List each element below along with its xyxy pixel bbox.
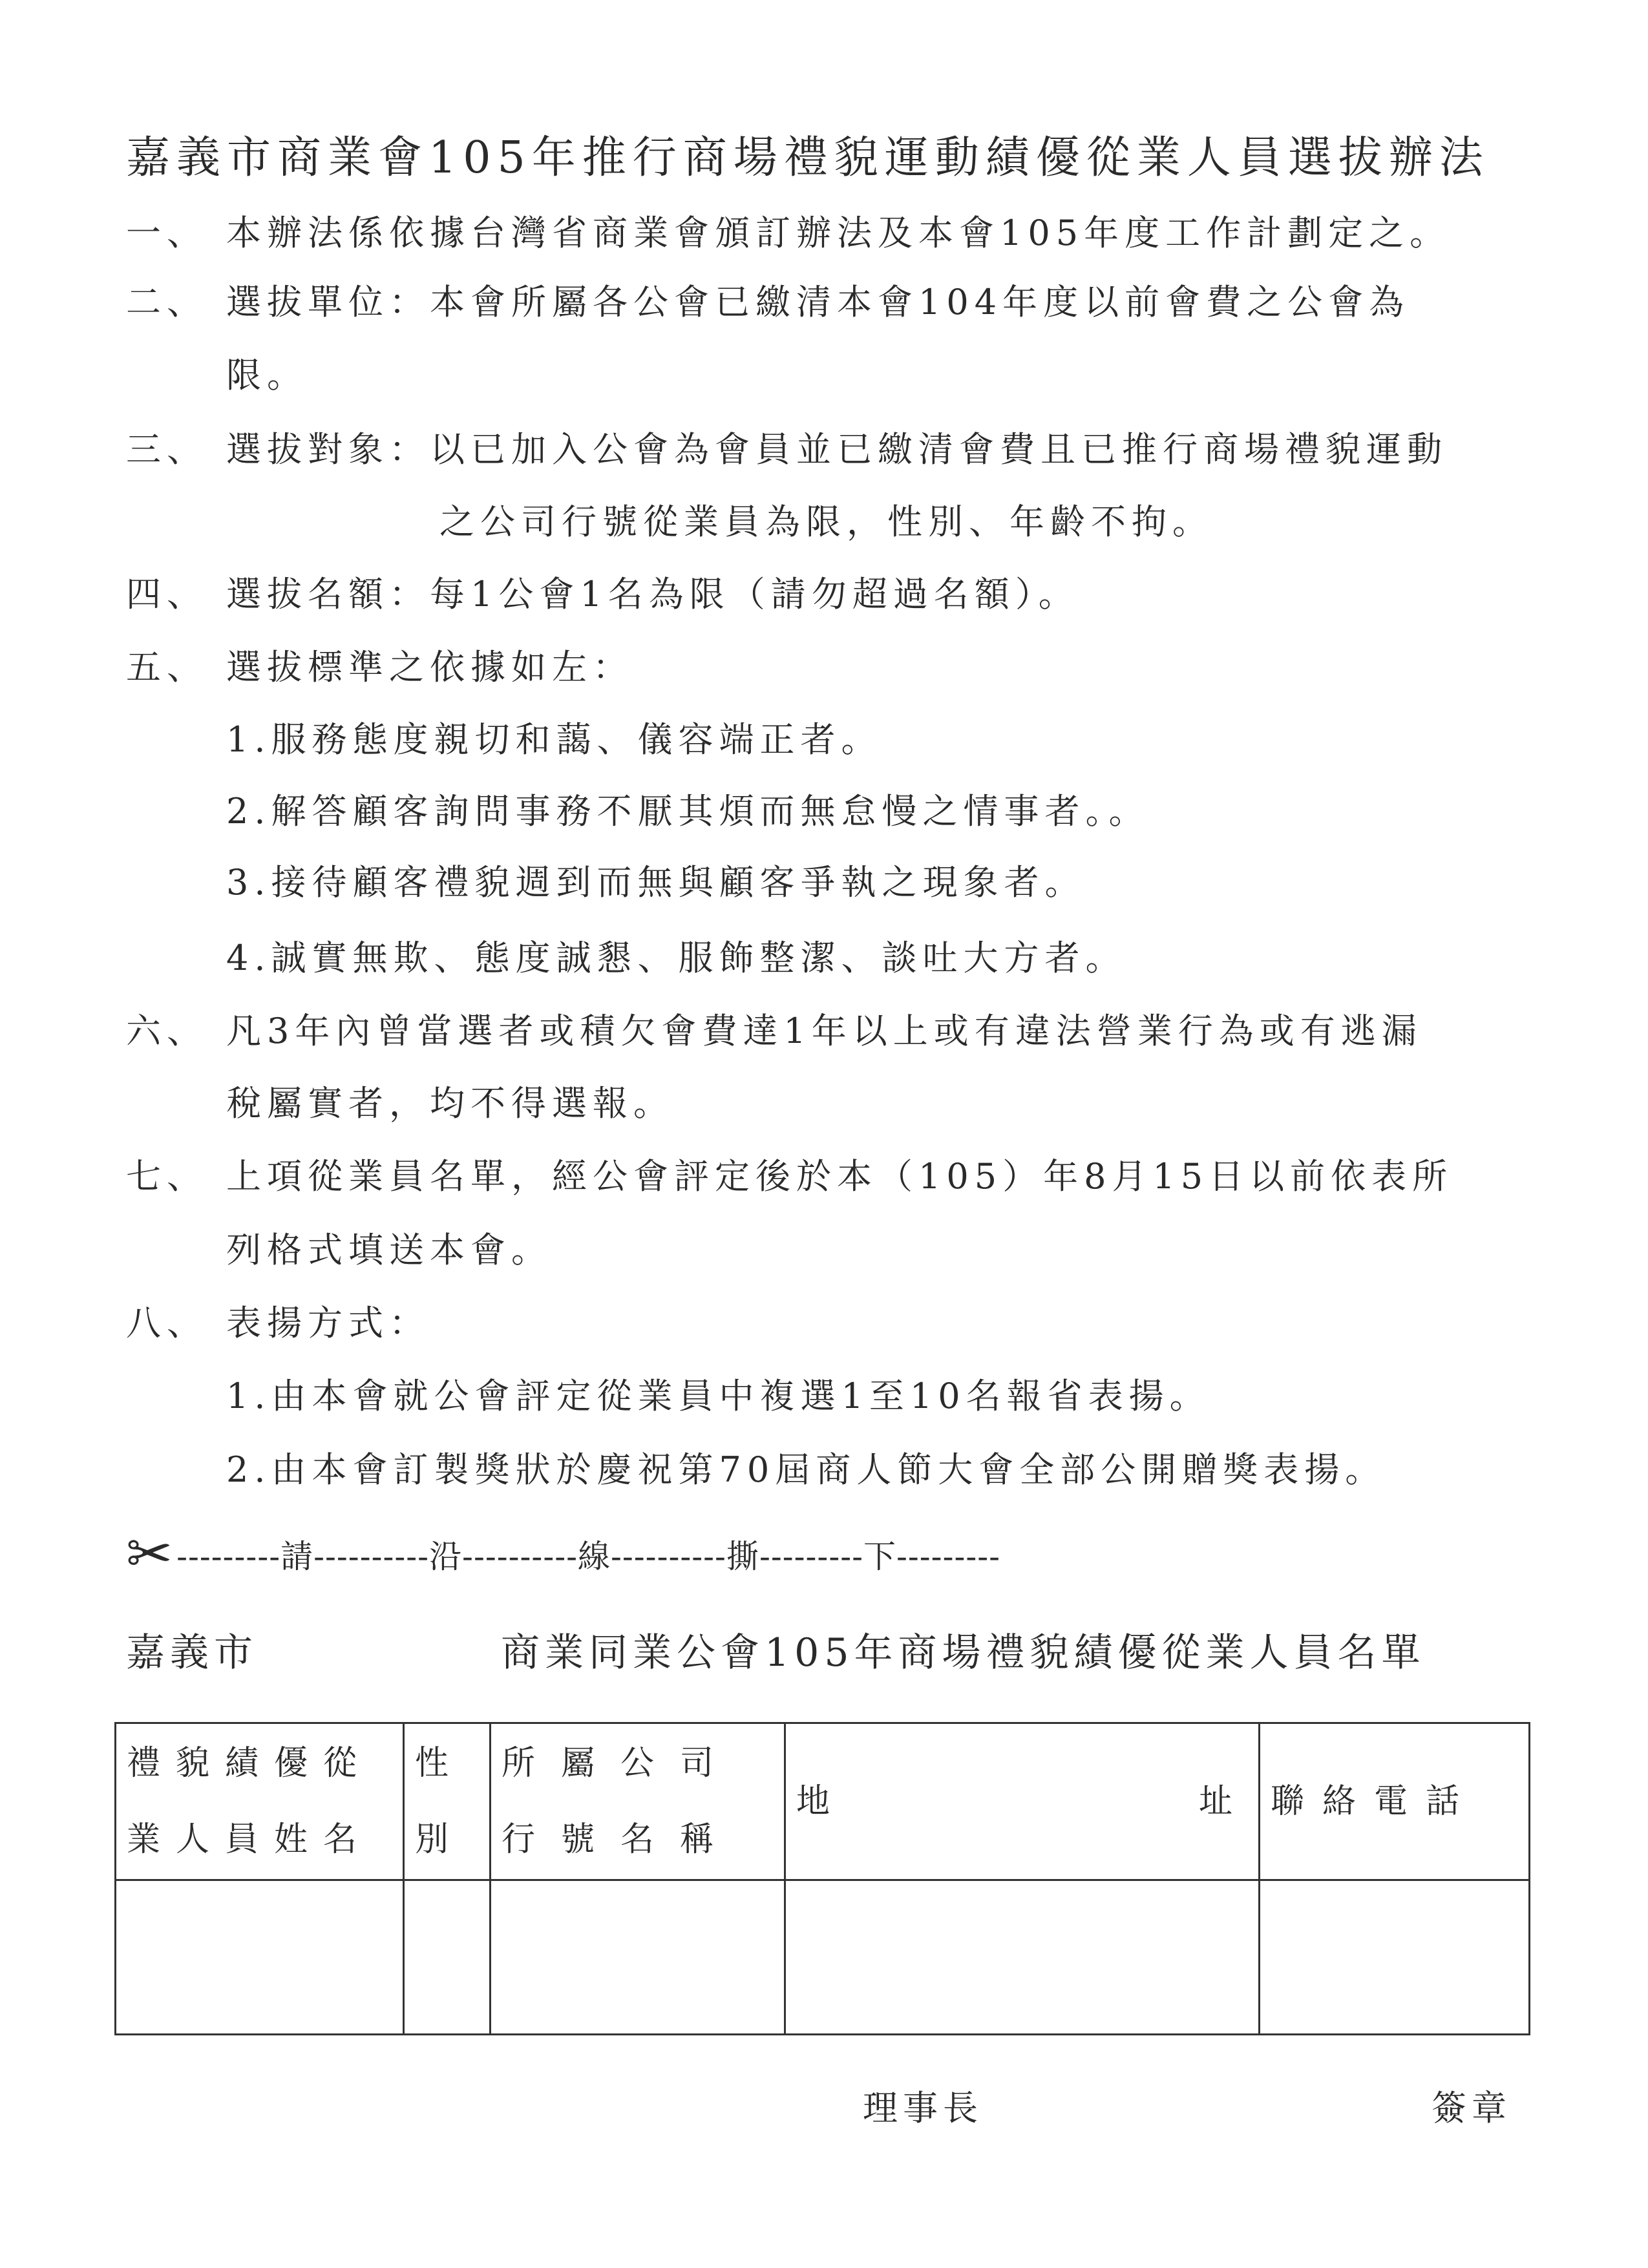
item-text: 表揚方式： bbox=[226, 1303, 430, 1343]
header-gender-line2: 別 bbox=[415, 1820, 465, 1859]
item-text: 選拔標準之依據如左： bbox=[226, 647, 633, 688]
item-text-continued: 稅屬實者，均不得選報。 bbox=[226, 1083, 674, 1124]
cell-address-input[interactable] bbox=[785, 1880, 1260, 2035]
header-company-line2: 行號名稱 bbox=[502, 1820, 740, 1859]
tear-off-instruction: ---------請----------沿----------線----------撕---------下--------- bbox=[176, 1538, 1001, 1575]
item-text-continued: 列格式填送本會。 bbox=[226, 1230, 552, 1270]
cell-gender-input[interactable] bbox=[404, 1880, 491, 2035]
form-city: 嘉義市 bbox=[126, 1630, 258, 1675]
item-number: 五、 bbox=[126, 647, 207, 688]
header-name-line1: 禮貌績優從 bbox=[127, 1744, 373, 1783]
item-number: 六、 bbox=[126, 1011, 207, 1051]
chairman-label: 理事長 bbox=[863, 2088, 983, 2128]
header-name bbox=[116, 1723, 404, 1880]
header-address bbox=[785, 1723, 1260, 1880]
signature-label: 簽章 bbox=[1431, 2088, 1512, 2128]
cell-phone-input[interactable] bbox=[1260, 1880, 1530, 2035]
document-title: 嘉義市商業會105年推行商場禮貌運動績優從業人員選拔辦法 bbox=[126, 132, 1490, 184]
header-phone: 聯絡電話 bbox=[1260, 1723, 1530, 1880]
header-company bbox=[491, 1723, 785, 1880]
item-text: 凡3年內曾當選者或積欠會費達1年以上或有違法營業行為或有逃漏 bbox=[226, 1011, 1422, 1051]
item-text-continued: 限。 bbox=[226, 355, 308, 395]
subitem-text: 2.解答顧客詢問事務不厭其煩而無怠慢之情事者。。 bbox=[226, 791, 1150, 832]
header-address-part2: 址 bbox=[1198, 1782, 1248, 1821]
item-text: 選拔對象：以已加入公會為會員並已繳清會費且已推行商場禮貌運動 bbox=[226, 429, 1448, 470]
item-number: 一、 bbox=[126, 213, 207, 253]
tear-off-line bbox=[126, 1522, 1503, 1586]
table-header-row bbox=[116, 1723, 1530, 1880]
item-number: 二、 bbox=[126, 282, 207, 322]
item-number: 八、 bbox=[126, 1303, 207, 1343]
cell-company-input[interactable] bbox=[491, 1880, 785, 2035]
subitem-text: 2.由本會訂製獎狀於慶祝第70屆商人節大會全部公開贈獎表揚。 bbox=[226, 1449, 1386, 1490]
header-company-line1: 所屬公司 bbox=[502, 1744, 740, 1783]
item-text-continued: 之公司行號從業員為限，性別、年齡不拘。 bbox=[439, 501, 1213, 542]
item-number: 三、 bbox=[126, 429, 207, 470]
header-name-line2: 業人員姓名 bbox=[127, 1820, 373, 1859]
cell-name-input[interactable] bbox=[116, 1880, 404, 2035]
table-row bbox=[116, 1880, 1530, 2035]
item-text: 選拔單位：本會所屬各公會已繳清本會104年度以前會費之公會為 bbox=[226, 282, 1410, 322]
subitem-text: 3.接待顧客禮貌週到而無與顧客爭執之現象者。 bbox=[226, 862, 1086, 903]
header-gender bbox=[404, 1723, 491, 1880]
roster-table bbox=[114, 1722, 1530, 2035]
header-gender-line1: 性 bbox=[415, 1744, 465, 1783]
subitem-text: 1.服務態度親切和藹、儀容端正者。 bbox=[226, 719, 882, 760]
header-address-part1: 地 bbox=[796, 1782, 846, 1821]
item-number: 四、 bbox=[126, 574, 207, 614]
subitem-text: 1.由本會就公會評定從業員中複選1至10名報省表揚。 bbox=[226, 1376, 1210, 1416]
subitem-text: 4.誠實無欺、態度誠懇、服飾整潔、談吐大方者。 bbox=[226, 938, 1126, 978]
form-title: 商業同業公會105年商場禮貌績優從業人員名單 bbox=[501, 1630, 1426, 1675]
item-text: 上項從業員名單，經公會評定後於本（105）年8月15日以前依表所 bbox=[226, 1156, 1453, 1197]
item-number: 七、 bbox=[126, 1156, 207, 1197]
item-text: 選拔名額：每1公會1名為限（請勿超過名額）。 bbox=[226, 574, 1079, 614]
item-text: 本辦法係依據台灣省商業會頒訂辦法及本會105年度工作計劃定之。 bbox=[226, 213, 1451, 253]
scissors-icon: ✂ bbox=[126, 1522, 173, 1586]
